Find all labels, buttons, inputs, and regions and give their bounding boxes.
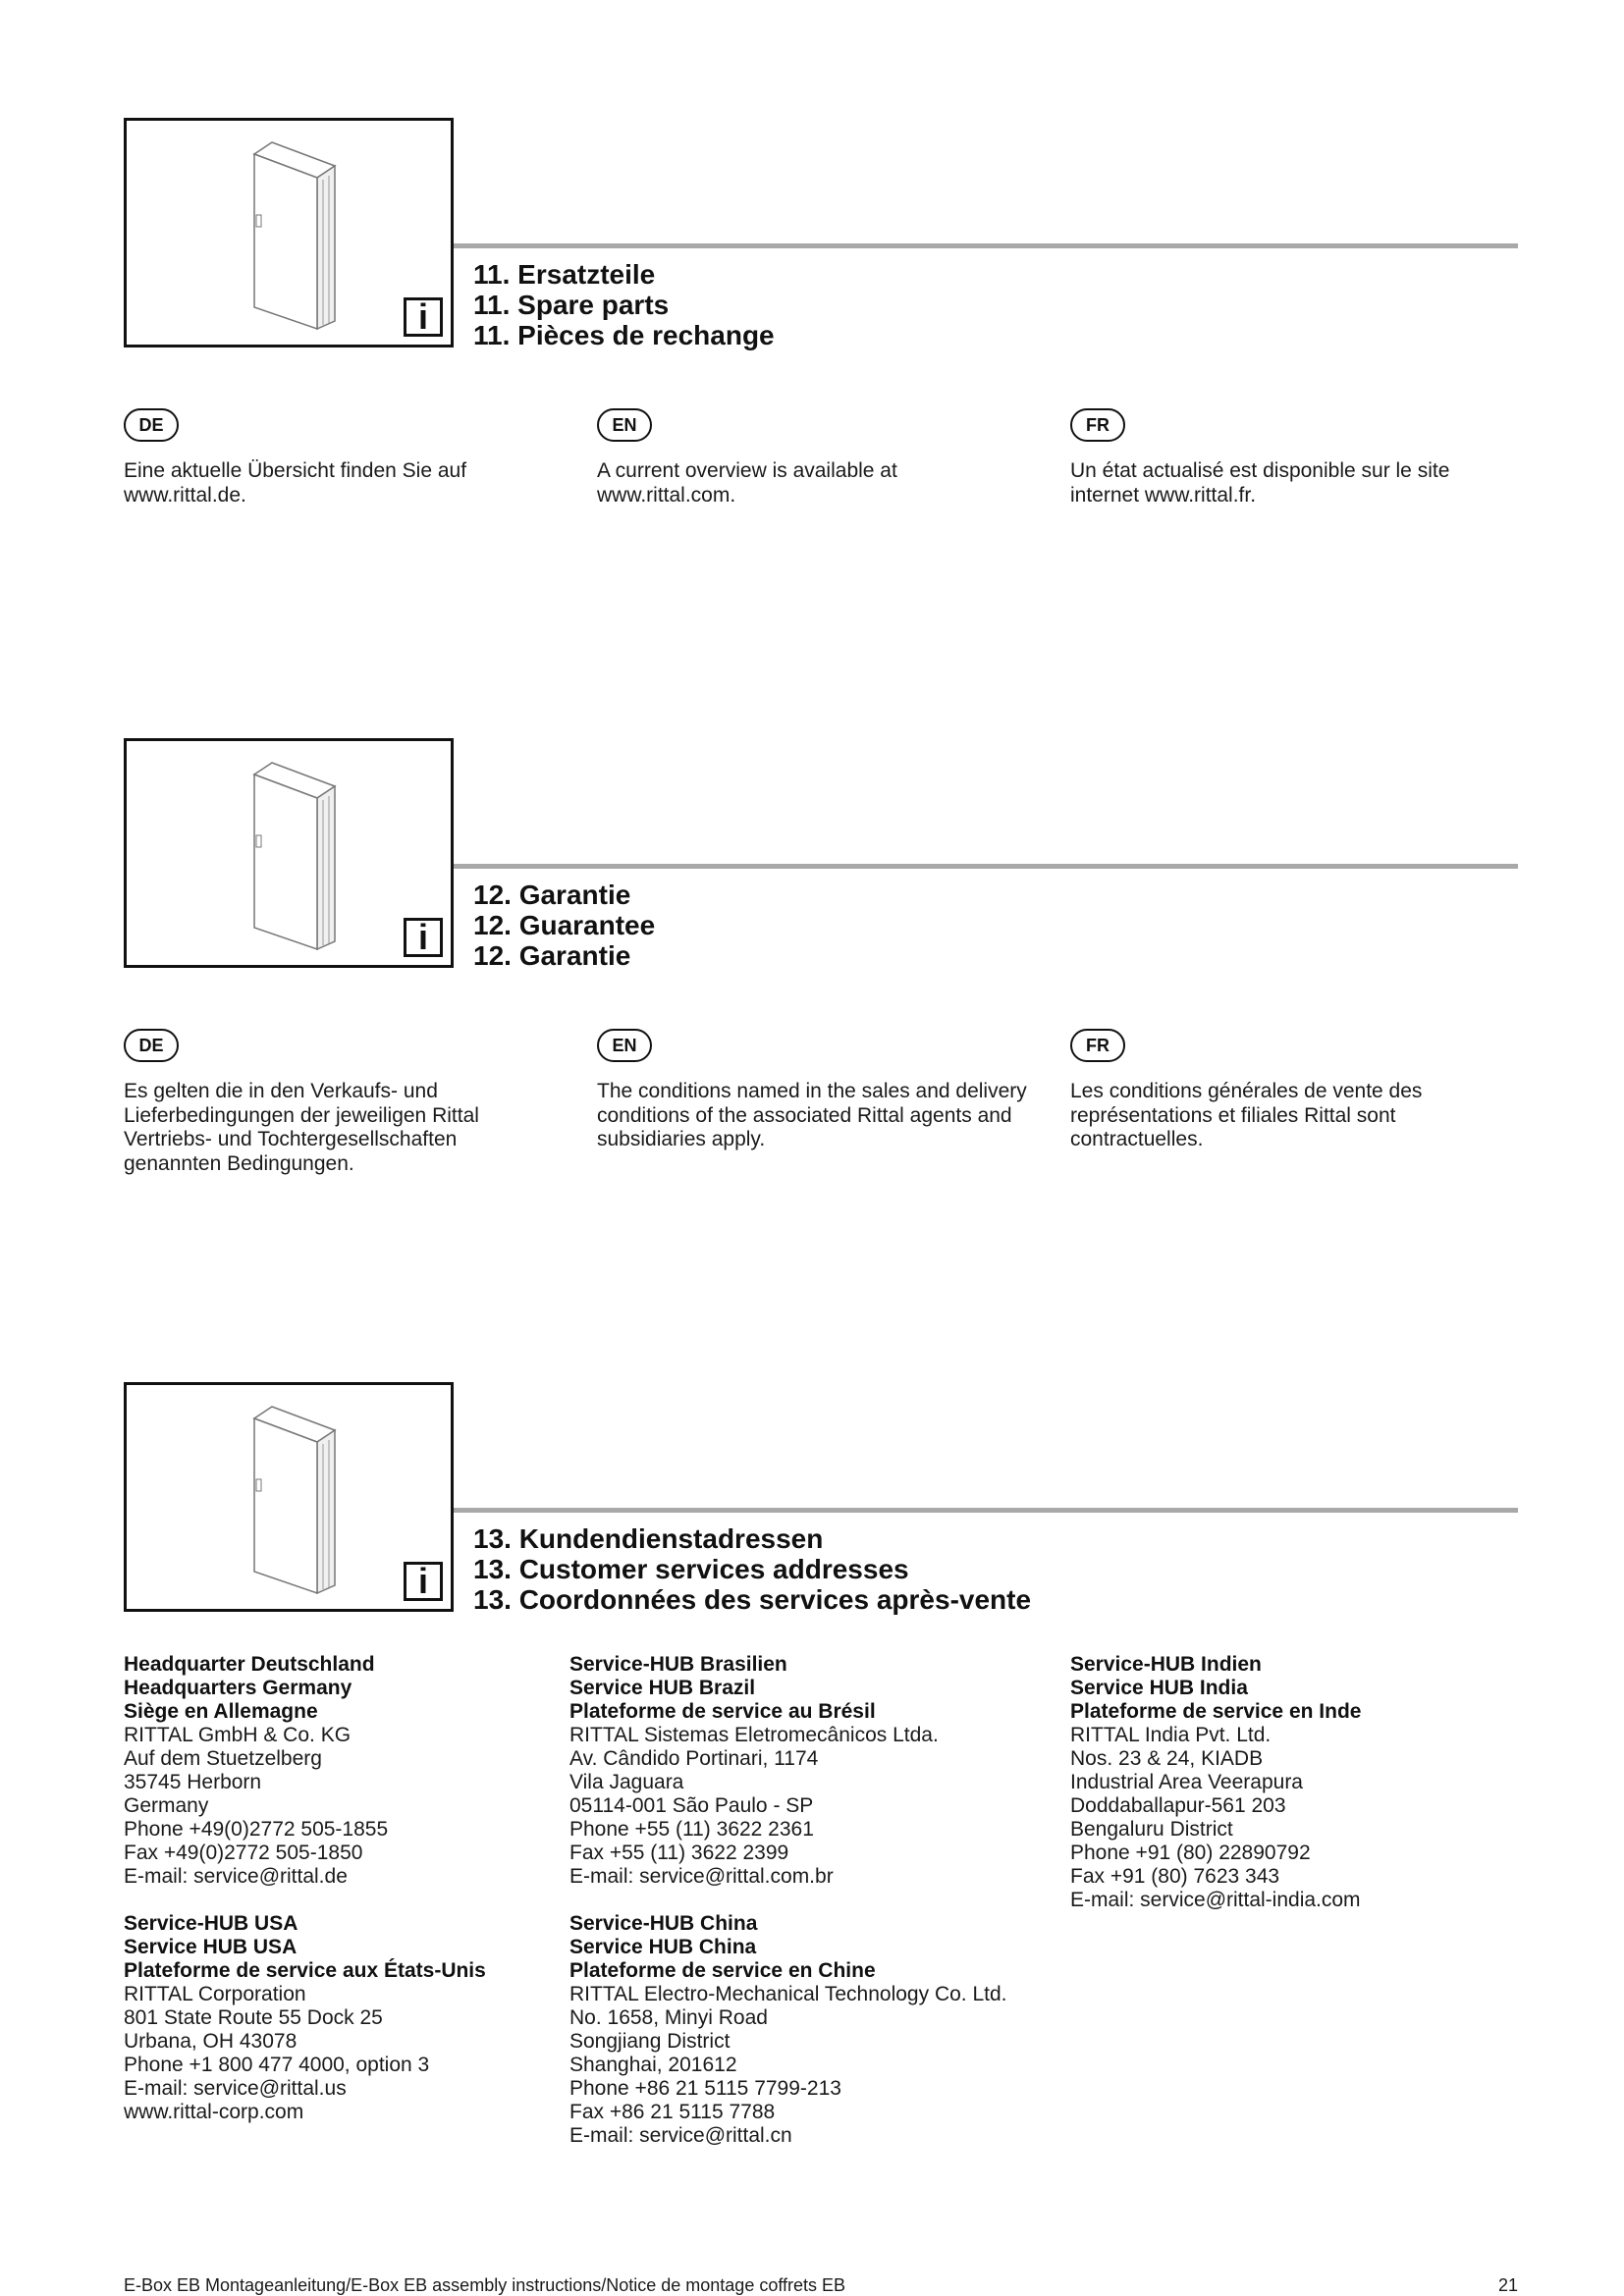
- address-line: E-mail: service@rittal.us: [124, 2077, 347, 2100]
- address-line: RITTAL India Pvt. Ltd.: [1070, 1724, 1272, 1746]
- address-title: Service-HUB USA: [124, 1912, 298, 1935]
- address-title: Headquarters Germany: [124, 1677, 352, 1699]
- text-en: The conditions named in the sales and delivery conditions of the associated Rittal agents and subsidiaries apply.: [597, 1080, 1027, 1150]
- heading-fr: 12. Garantie: [473, 940, 631, 971]
- address-line: Phone +91 (80) 22890792: [1070, 1842, 1311, 1864]
- enclosure-illustration: [124, 1382, 454, 1612]
- cabinet-icon: [244, 134, 352, 331]
- lang-badge-de: DE: [124, 1029, 179, 1062]
- address-title: Headquarter Deutschland: [124, 1653, 375, 1676]
- address-line: Auf dem Stuetzelberg: [124, 1747, 322, 1770]
- address-line: Fax +91 (80) 7623 343: [1070, 1865, 1280, 1888]
- address-line: RITTAL Corporation: [124, 1983, 306, 2005]
- address-title: Siège en Allemagne: [124, 1700, 318, 1723]
- language-badges: [124, 408, 1518, 448]
- address-line: 35745 Herborn: [124, 1771, 262, 1793]
- address-line: Phone +1 800 477 4000, option 3: [124, 2054, 430, 2076]
- lang-badge-fr: FR: [1070, 408, 1125, 442]
- address-title: Service-HUB China: [569, 1912, 758, 1935]
- address-line: Phone +55 (11) 3622 2361: [569, 1818, 814, 1841]
- text-fr: Un état actualisé est disponible sur le site internet www.rittal.fr.: [1070, 459, 1450, 507]
- lang-badge-en: EN: [597, 408, 652, 442]
- address-line: Nos. 23 & 24, KIADB: [1070, 1747, 1264, 1770]
- address-line: RITTAL GmbH & Co. KG: [124, 1724, 352, 1746]
- address-line: Industrial Area Veerapura: [1070, 1771, 1303, 1793]
- section-headings: [473, 880, 655, 971]
- section-headings: [473, 1523, 1031, 1615]
- address-column-2: [569, 1653, 1006, 2148]
- heading-de: 12. Garantie: [473, 880, 631, 910]
- address-block-usa: [124, 1912, 486, 2124]
- address-block-china: [569, 1912, 1006, 2148]
- address-line: Songjiang District: [569, 2030, 731, 2053]
- info-icon: i: [404, 918, 443, 957]
- address-title: Service-HUB Indien: [1070, 1653, 1262, 1676]
- address-line: E-mail: service@rittal-india.com: [1070, 1889, 1361, 1911]
- heading-fr: 11. Pièces de rechange: [473, 320, 775, 350]
- address-line: E-mail: service@rittal.de: [124, 1865, 348, 1888]
- address-title: Service-HUB Brasilien: [569, 1653, 787, 1676]
- heading-fr: 13. Coordonnées des services après-vente: [473, 1584, 1032, 1615]
- section-rule: [454, 864, 1518, 869]
- address-block-brazil: [569, 1653, 1006, 1889]
- address-line: Bengaluru District: [1070, 1818, 1233, 1841]
- heading-en: 13. Customer services addresses: [473, 1554, 909, 1584]
- address-block-india: [1070, 1653, 1361, 1912]
- address-line: www.rittal-corp.com: [124, 2101, 304, 2123]
- text-fr: Les conditions générales de vente des représentations et filiales Rittal sont contractuelles.: [1070, 1080, 1423, 1150]
- address-column-3: [1070, 1653, 1361, 1912]
- text-de: Eine aktuelle Übersicht finden Sie auf www.rittal.de.: [124, 459, 467, 507]
- address-line: Fax +86 21 5115 7788: [569, 2101, 776, 2123]
- address-title: Plateforme de service aux États-Unis: [124, 1959, 486, 1982]
- section-rule: [454, 243, 1518, 248]
- heading-de: 11. Ersatzteile: [473, 259, 656, 290]
- heading-en: 12. Guarantee: [473, 910, 656, 940]
- address-line: Fax +55 (11) 3622 2399: [569, 1842, 789, 1864]
- address-line: Vila Jaguara: [569, 1771, 684, 1793]
- address-title: Plateforme de service au Brésil: [569, 1700, 876, 1723]
- address-column-1: [124, 1653, 486, 2124]
- info-icon: i: [404, 297, 443, 337]
- address-title: Plateforme de service en Inde: [1070, 1700, 1362, 1723]
- address-line: Shanghai, 201612: [569, 2054, 737, 2076]
- lang-badge-de: DE: [124, 408, 179, 442]
- address-line: Fax +49(0)2772 505-1850: [124, 1842, 363, 1864]
- page-number: 21: [1497, 2275, 1518, 2295]
- address-block-germany: [124, 1653, 486, 1889]
- enclosure-illustration: [124, 118, 454, 347]
- heading-en: 11. Spare parts: [473, 290, 670, 320]
- cabinet-icon: [244, 1399, 352, 1595]
- address-line: Doddaballapur-561 203: [1070, 1794, 1286, 1817]
- address-line: No. 1658, Minyi Road: [569, 2006, 768, 2029]
- cabinet-icon: [244, 755, 352, 951]
- text-en: A current overview is available at www.rittal.com.: [597, 459, 897, 507]
- address-line: RITTAL Electro-Mechanical Technology Co. Ltd.: [569, 1983, 1007, 2005]
- address-line: RITTAL Sistemas Eletromecânicos Ltda.: [569, 1724, 939, 1746]
- text-de: Es gelten die in den Verkaufs- und Lieferbedingungen der jeweiligen Rittal Vertriebs- und Tochtergesellschaften genannten Bedingungen.: [124, 1080, 479, 1175]
- address-title: Service HUB USA: [124, 1936, 298, 1958]
- address-line: Av. Cândido Portinari, 1174: [569, 1747, 819, 1770]
- address-title: Service HUB China: [569, 1936, 757, 1958]
- address-title: Service HUB Brazil: [569, 1677, 756, 1699]
- lang-badge-fr: FR: [1070, 1029, 1125, 1062]
- address-line: Phone +49(0)2772 505-1855: [124, 1818, 389, 1841]
- heading-de: 13. Kundendienstadressen: [473, 1523, 824, 1554]
- address-line: 801 State Route 55 Dock 25: [124, 2006, 383, 2029]
- address-line: E-mail: service@rittal.com.br: [569, 1865, 834, 1888]
- language-badges: [124, 1029, 1518, 1068]
- footer-title: E-Box EB Montageanleitung/E-Box EB assembly instructions/Notice de montage coffrets EB: [124, 2275, 846, 2295]
- info-icon: i: [404, 1562, 443, 1601]
- address-line: E-mail: service@rittal.cn: [569, 2124, 792, 2147]
- section-headings: [473, 259, 775, 350]
- address-line: Germany: [124, 1794, 209, 1817]
- address-line: Phone +86 21 5115 7799-213: [569, 2077, 841, 2100]
- lang-badge-en: EN: [597, 1029, 652, 1062]
- section-rule: [454, 1508, 1518, 1513]
- address-line: 05114-001 São Paulo - SP: [569, 1794, 814, 1817]
- address-title: Service HUB India: [1070, 1677, 1248, 1699]
- enclosure-illustration: [124, 738, 454, 968]
- address-title: Plateforme de service en Chine: [569, 1959, 876, 1982]
- address-line: Urbana, OH 43078: [124, 2030, 298, 2053]
